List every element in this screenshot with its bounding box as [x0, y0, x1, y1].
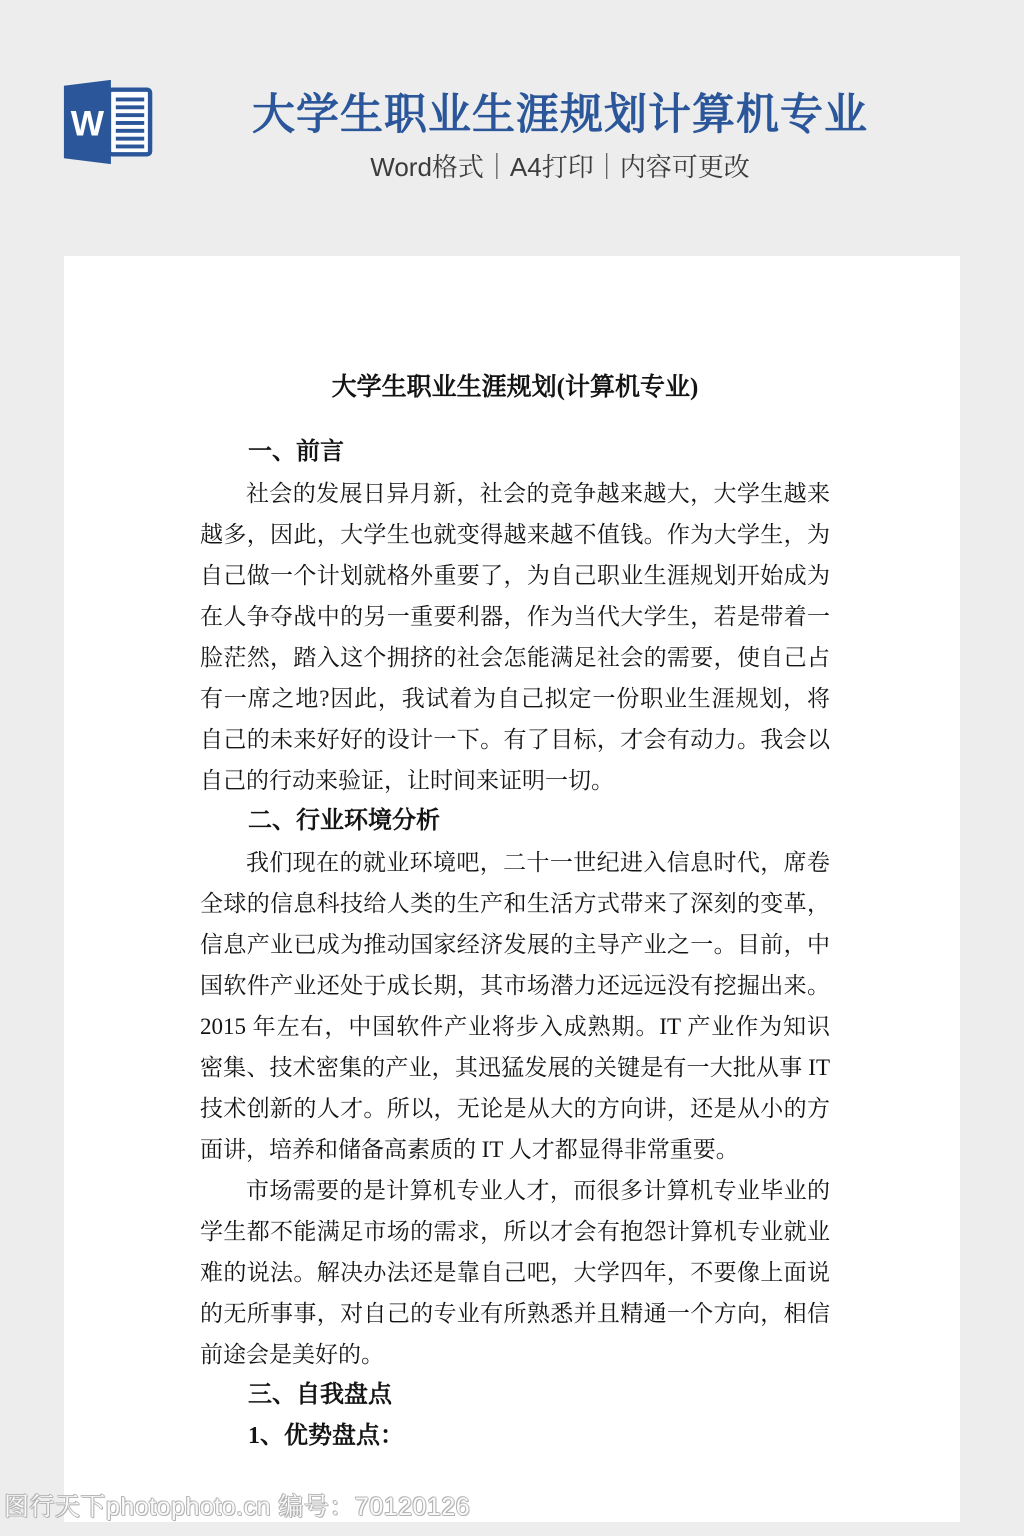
paragraph-preface: 社会的发展日异月新，社会的竞争越来越大，大学生越来越多，因此，大学生也就变得越来越不值钱。作为大学生，为自己做一个计划就格外重要了，为自己职业生涯规划开始成为在人争夺战中的另一重要利器，作为当代大学生，若是带着一脸茫然，踏入这个拥挤的社会怎能满足社会的需要，使自己占有一席之地?因此，我试着为自己拟定一份职业生涯规划，将自己的未来好好的设计一下。有了目标，才会有动力。我会以自己的行动来验证，让时间来证明一切。 [200, 481, 830, 793]
template-subtitle: Word格式｜A4打印｜内容可更改 [370, 152, 750, 182]
section-heading-industry-analysis: 二、行业环境分析 [248, 808, 440, 834]
paragraph-industry-2: 市场需要的是计算机专业人才，而很多计算机专业毕业的学生都不能满足市场的需求，所以才会有抱怨计算机专业就业难的说法。解决办法还是靠自己吧，大学四年，不要像上面说的无所事事，对自己的专业有所熟悉并且精通一个方向，相信前途会是美好的。 [200, 1178, 830, 1367]
site-header [0, 0, 1024, 230]
word-logo-icon [60, 76, 154, 168]
watermark-text: 图行天下photophoto.cn 编号：70120126 [4, 1493, 471, 1521]
document-title: 大学生职业生涯规划(计算机专业) [331, 374, 699, 401]
word-icon-letter: W [70, 104, 105, 144]
document-page [64, 256, 960, 1522]
paragraph-industry-1: 我们现在的就业环境吧，二十一世纪进入信息时代，席卷全球的信息科技给人类的生产和生活方式带来了深刻的变革，信息产业已成为推动国家经济发展的主导产业之一。目前，中国软件产业还处于成长期，其市场潜力还远远没有挖掘出来。2015 年左右，中国软件产业将步入成熟期。IT 产业作为知识密集、技术密集的产业，其迅猛发展的关键是有一大批从事 IT 技术创新的人才。所以，无论是从大的方向讲，还是从小的方面讲，培养和储备高素质的 IT 人才都显得非常重要。 [200, 850, 830, 1162]
subsection-heading-strengths: 1、优势盘点： [248, 1423, 404, 1449]
word-icon [60, 76, 154, 168]
template-title: 大学生职业生涯规划计算机专业 [252, 91, 868, 139]
section-heading-self-inventory: 三、自我盘点 [248, 1382, 392, 1408]
header-text-block [150, 90, 970, 182]
section-heading-preface: 一、前言 [248, 439, 344, 465]
